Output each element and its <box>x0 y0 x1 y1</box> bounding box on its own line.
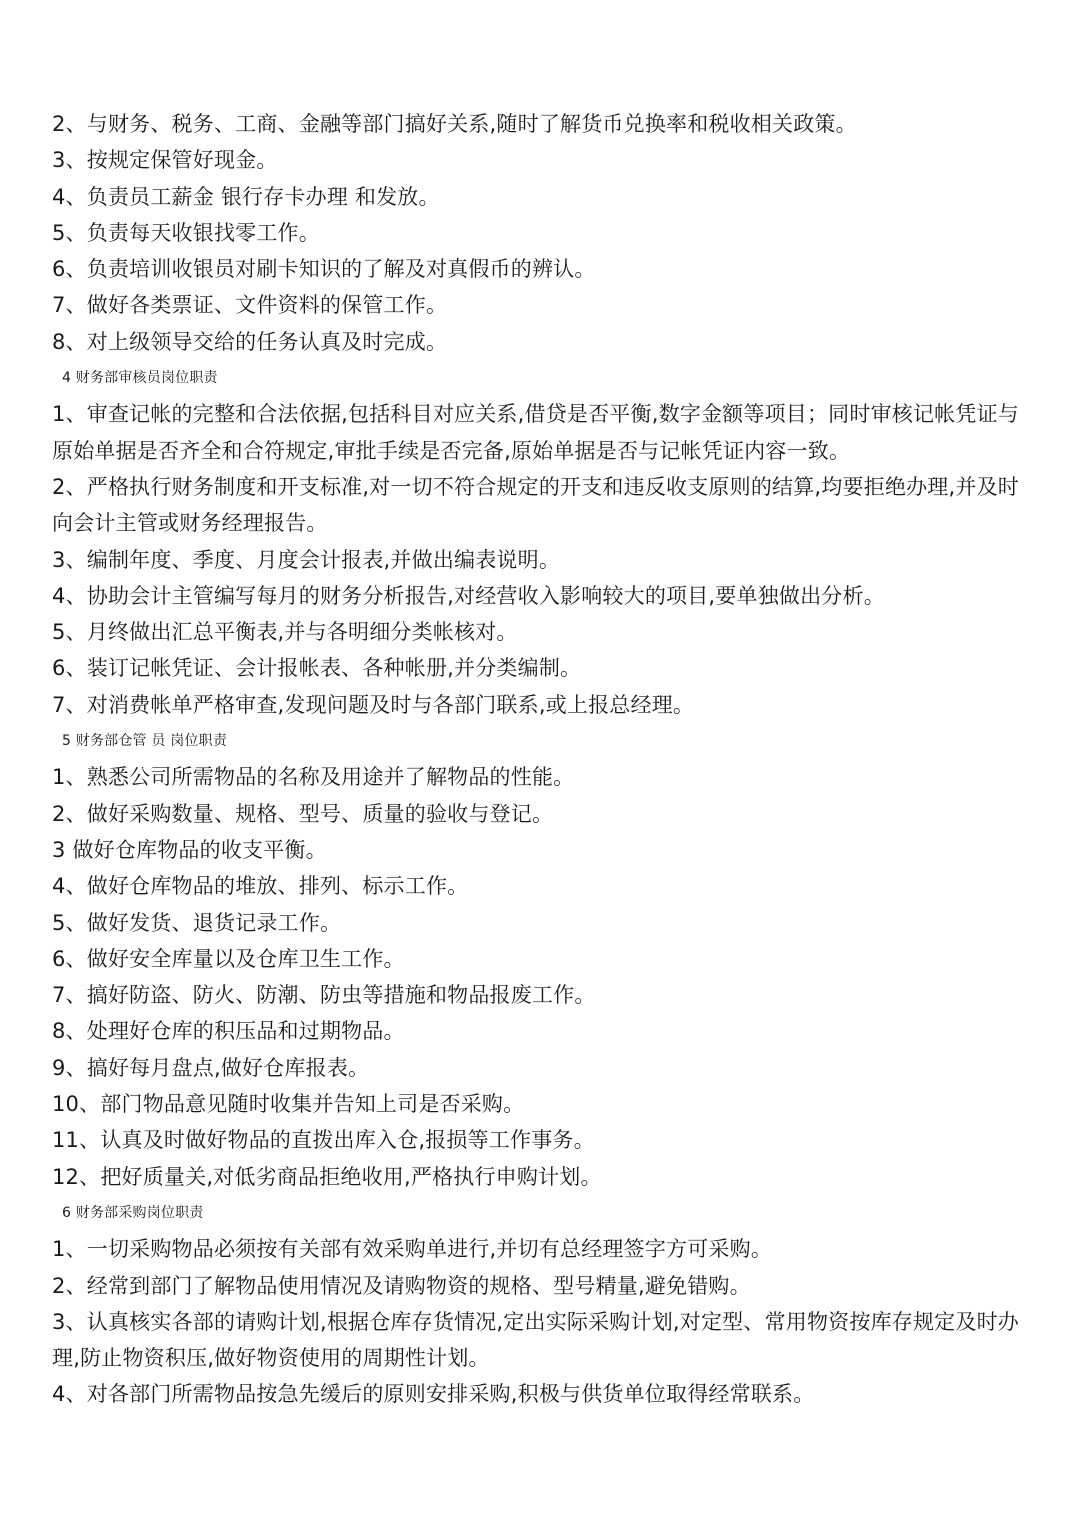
text-line: 3、认真核实各部的请购计划,根据仓库存货情况,定出实际采购计划,对定型、常用物资按库存规定及时办 <box>52 1309 1019 1334</box>
text-line: 2、做好采购数量、规格、型号、质量的验收与登记。 <box>52 801 554 826</box>
text-line: 8、处理好仓库的积压品和过期物品。 <box>52 1019 405 1044</box>
section-heading: 6 财务部采购岗位职责 <box>62 1204 204 1221</box>
text-line: 5、做好发货、退货记录工作。 <box>52 910 342 935</box>
text-line: 8、对上级领导交给的任务认真及时完成。 <box>52 329 448 354</box>
text-line: 4、协助会计主管编写每月的财务分析报告,对经营收入影响较大的项目,要单独做出分析。 <box>52 583 885 608</box>
text-line: 3、按规定保管好现金。 <box>52 148 278 173</box>
text-line: 1、熟悉公司所需物品的名称及用途并了解物品的性能。 <box>52 765 575 790</box>
text-line: 2、经常到部门了解物品使用情况及请购物资的规格、型号精量,避免错购。 <box>52 1273 751 1298</box>
text-line: 2、与财务、税务、工商、金融等部门搞好关系,随时了解货币兑换率和税收相关政策。 <box>52 112 857 136</box>
text-line: 7、对消费帐单严格审查,发现问题及时与各部门联系,或上报总经理。 <box>52 692 695 717</box>
text-line: 12、把好质量关,对低劣商品拒绝收用,严格执行申购计划。 <box>52 1164 602 1189</box>
document-page <box>52 106 1042 1413</box>
text-line: 6、装订记帐凭证、会计报帐表、各种帐册,并分类编制。 <box>52 656 582 681</box>
text-line: 4、负责员工薪金 银行存卡办理 和发放。 <box>52 184 440 209</box>
text-line: 6、负责培训收银员对刷卡知识的了解及对真假币的辨认。 <box>52 257 596 282</box>
text-line: 9、搞好每月盘点,做好仓库报表。 <box>52 1055 370 1080</box>
text-line: 5、负责每天收银找零工作。 <box>52 220 320 245</box>
text-line: 11、认真及时做好物品的直拨出库入仓,报损等工作事务。 <box>52 1128 595 1153</box>
text-line: 2、严格执行财务制度和开支标准,对一切不符合规定的开支和违反收支原则的结算,均要拒绝办理,并及时 <box>52 474 1019 499</box>
section-heading: 4 财务部审核员岗位职责 <box>62 370 218 387</box>
text-line: 3、编制年度、季度、月度会计报表,并做出编表说明。 <box>52 547 561 572</box>
section-heading: 5 财务部仓管 员 岗位职责 <box>62 733 228 750</box>
text-line: 向会计主管或财务经理报告。 <box>52 511 328 536</box>
text-line: 6、做好安全库量以及仓库卫生工作。 <box>52 946 405 971</box>
text-line: 7、做好各类票证、文件资料的保管工作。 <box>52 293 448 318</box>
text-line: 10、部门物品意见随时收集并告知上司是否采购。 <box>52 1092 525 1117</box>
text-line: 7、搞好防盗、防火、防潮、防虫等措施和物品报废工作。 <box>52 983 596 1008</box>
text-line: 3 做好仓库物品的收支平衡。 <box>52 837 327 862</box>
text-line: 原始单据是否齐全和合符规定,审批手续是否完备,原始单据是否与记帐凭证内容一致。 <box>52 438 851 463</box>
text-line: 5、月终做出汇总平衡表,并与各明细分类帐核对。 <box>52 620 518 645</box>
text-line: 理,防止物资积压,做好物资使用的周期性计划。 <box>52 1346 490 1371</box>
text-line: 1、审查记帐的完整和合法依据,包括科目对应关系,借贷是否平衡,数字金额等项目；同时审核记帐凭证与 <box>52 402 1019 427</box>
text-line: 4、对各部门所需物品按急先缓后的原则安排采购,积极与供货单位取得经常联系。 <box>52 1382 815 1407</box>
text-line: 1、一切采购物品必须按有关部有效采购单进行,并切有总经理签字方可采购。 <box>52 1237 773 1262</box>
text-line: 4、做好仓库物品的堆放、排列、标示工作。 <box>52 874 469 899</box>
